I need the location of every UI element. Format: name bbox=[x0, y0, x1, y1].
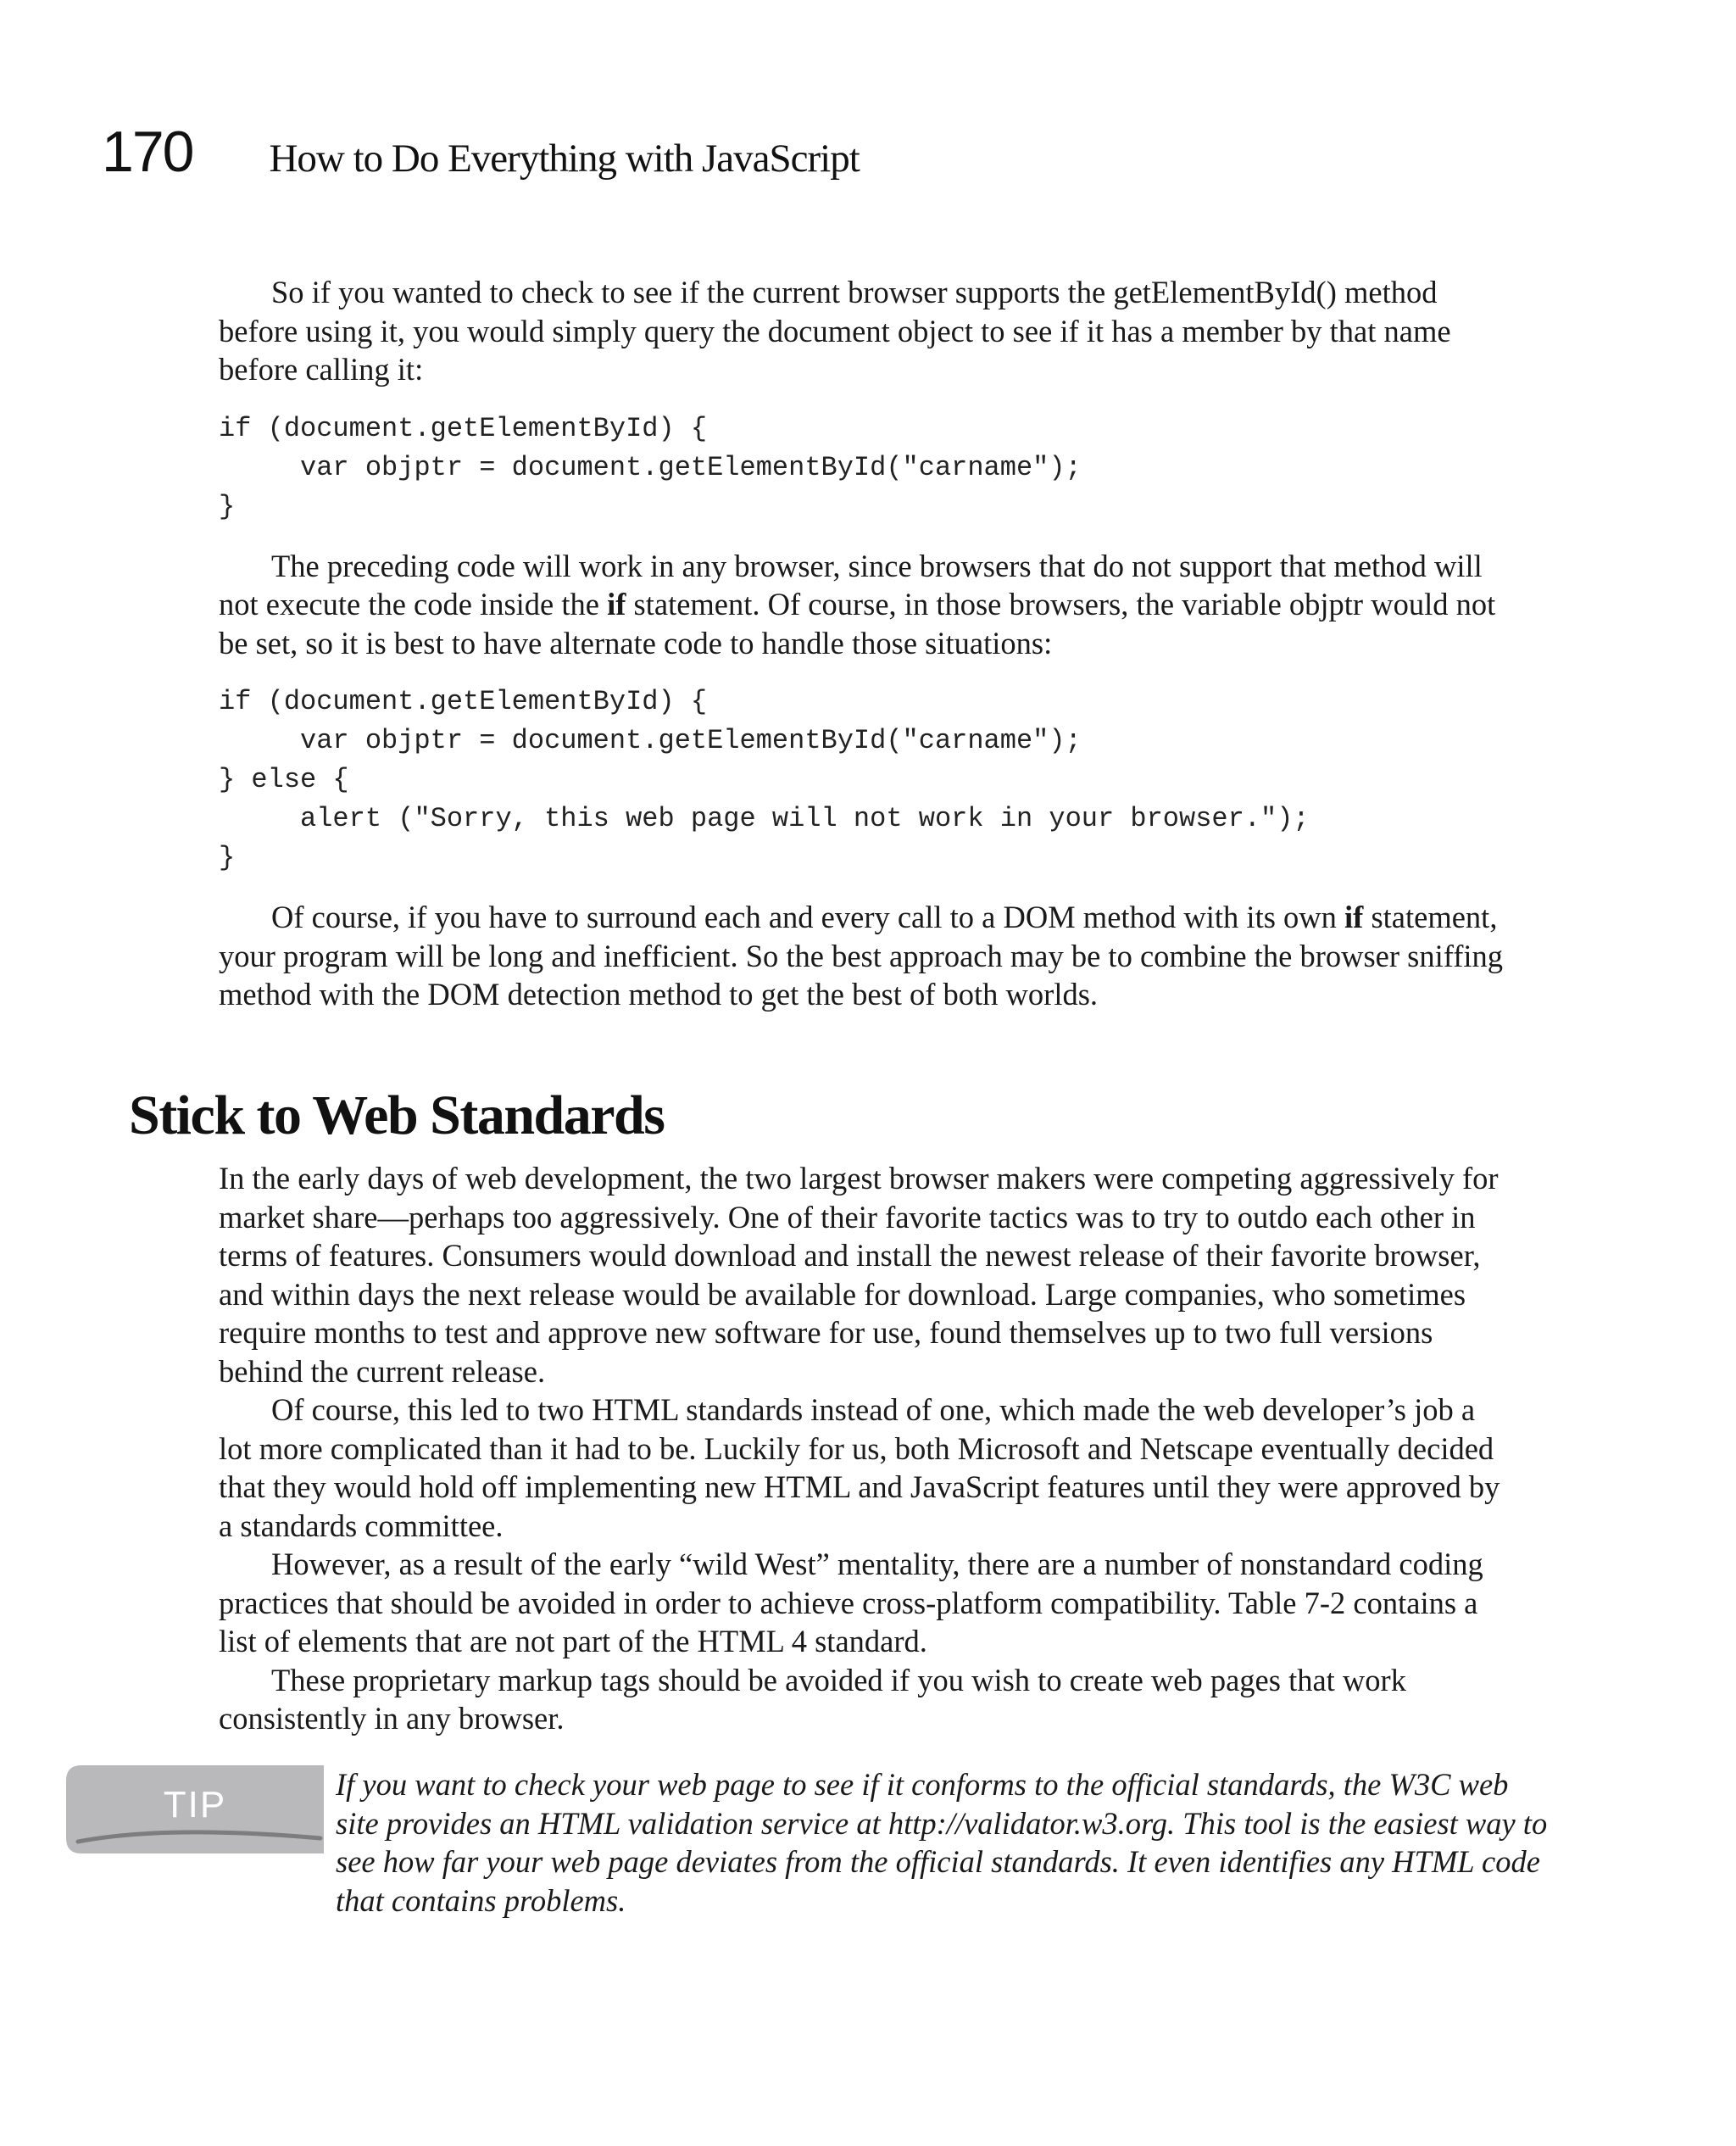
intro-content bbox=[219, 273, 1507, 1014]
body-paragraph bbox=[219, 898, 1507, 1014]
paragraph-text: statement, your program will be long and inefficient. So the best approach may be to combine the browser sniffing method with the DOM detection method to get the best of both worlds. bbox=[219, 900, 1504, 1012]
code-listing: if (document.getElementById) { var objptr = document.getElementById("carname"); } else { alert ("Sorry, this web page will not work in your browser."); } bbox=[219, 686, 1310, 873]
running-header bbox=[102, 119, 860, 185]
page-number: 170 bbox=[102, 120, 193, 184]
book-title: How to Do Everything with JavaScript bbox=[269, 137, 860, 181]
tip-text: If you want to check your web page to see if it conforms to the official standards, the W3C web site provides an HTML validation service at http://validator.w3.org. This tool is the easiest way to see how far your web page deviates from the official standards. It even identifies any HTML code that contains problems. bbox=[336, 1767, 1548, 1918]
paragraph-text: The preceding code will work in any browser, since browsers that do not support that method will not execute the code inside the bbox=[219, 548, 1483, 622]
body-paragraph: Of course, this led to two HTML standards instead of one, which made the web developer’s job a lot more complicated than it had to be. Luckily for us, both Microsoft and Netscape eventually decided that they would hold off implementing new HTML and JavaScript features until they were approved by a standards committee. bbox=[219, 1392, 1500, 1543]
tip-badge bbox=[66, 1765, 324, 1853]
code-keyword: if bbox=[607, 587, 626, 622]
body-paragraph: So if you wanted to check to see if the current browser supports the getElementById() method before using it, you would simply query the document object to see if it has a member by that name before calling it: bbox=[219, 275, 1451, 387]
body-paragraph: In the early days of web development, the two largest browser makers were competing aggressively for market share—perhaps too aggressively. One of their favorite tactics was to try to outdo each other in terms of features. Consumers would download and install the newest release of their favorite browser, and within days the next release would be available for download. Large companies, who sometimes require months to test and approve new software for use, found themselves up to two full versions behind the current release. bbox=[219, 1161, 1499, 1389]
paragraph-text: Of course, if you have to surround each and every call to a DOM method with its own bbox=[271, 900, 1345, 934]
tip-label: TIP bbox=[163, 1784, 227, 1825]
paragraph-text: statement. Of course, in those browsers, the variable objptr would not be set, so it is best to have alternate code to handle those situations: bbox=[219, 587, 1496, 661]
code-listing: if (document.getElementById) { var objptr = document.getElementById("carname"); } bbox=[219, 412, 1082, 522]
section-heading: Stick to Web Standards bbox=[129, 1084, 665, 1146]
code-keyword: if bbox=[1344, 900, 1364, 934]
body-paragraph bbox=[219, 547, 1507, 663]
body-paragraph: However, as a result of the early “wild West” mentality, there are a number of nonstandard coding practices that should be avoided in order to achieve cross-platform compatibility. Table 7-2 contains a list of elements that are not part of the HTML 4 standard. bbox=[219, 1547, 1483, 1658]
section-body bbox=[219, 1159, 1507, 1738]
body-paragraph: These proprietary markup tags should be avoided if you wish to create web pages that work consistently in any browser. bbox=[219, 1662, 1406, 1736]
